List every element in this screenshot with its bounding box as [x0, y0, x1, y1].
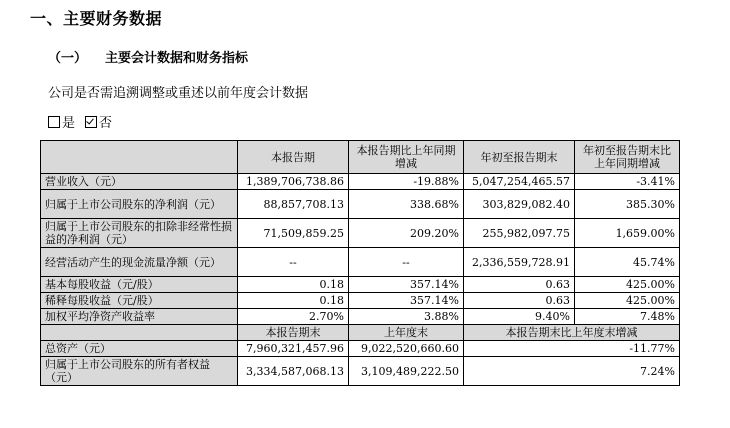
cell-value: 0.18 — [238, 277, 349, 293]
cell-value: 45.74% — [575, 248, 680, 277]
cell-value: 71,509,859.25 — [238, 219, 349, 248]
cell-value: -- — [349, 248, 464, 277]
option-yes-label: 是 — [62, 116, 76, 131]
table-row — [41, 174, 680, 190]
table-row — [41, 219, 680, 248]
subheader-corner — [41, 325, 238, 341]
row-label: 基本每股收益（元/股） — [41, 277, 238, 293]
cell-value: 357.14% — [349, 293, 464, 309]
row-label: 归属于上市公司股东的净利润（元） — [41, 190, 238, 219]
cell-value: 9,022,520,660.60 — [349, 341, 464, 357]
subheader-cell: 本报告期末 — [238, 325, 349, 341]
cell-value: 88,857,708.13 — [238, 190, 349, 219]
cell-value: 2,336,559,728.91 — [464, 248, 575, 277]
row-label: 营业收入（元） — [41, 174, 238, 190]
cell-value: 0.63 — [464, 277, 575, 293]
table-row — [41, 341, 680, 357]
row-label: 加权平均净资产收益率 — [41, 309, 238, 325]
cell-value: 3,334,587,068.13 — [238, 357, 349, 386]
cell-value: 0.18 — [238, 293, 349, 309]
row-label: 归属于上市公司股东的所有者权益（元） — [41, 357, 238, 386]
option-no — [85, 112, 112, 131]
subsection-title — [48, 47, 248, 66]
restatement-question: 公司是否需追溯调整或重述以前年度会计数据 — [48, 86, 309, 101]
header-cell: 年初至报告期末 — [464, 141, 575, 174]
cell-value: 425.00% — [575, 293, 680, 309]
subheader-cell: 本报告期末比上年度末增减 — [464, 325, 680, 341]
cell-value: -- — [238, 248, 349, 277]
header-cell: 本报告期 — [238, 141, 349, 174]
cell-value: -11.77% — [464, 341, 680, 357]
table-header-row — [41, 141, 680, 174]
cell-value: 3,109,489,222.50 — [349, 357, 464, 386]
header-cell: 年初至报告期末比上年同期增减 — [575, 141, 680, 174]
cell-value: 0.63 — [464, 293, 575, 309]
cell-value: 9.40% — [464, 309, 575, 325]
checkbox-yes[interactable] — [48, 116, 60, 128]
table-row — [41, 190, 680, 219]
header-cell: 本报告期比上年同期增减 — [349, 141, 464, 174]
cell-value: 425.00% — [575, 277, 680, 293]
cell-value: 7,960,321,457.96 — [238, 341, 349, 357]
cell-value: 357.14% — [349, 277, 464, 293]
subheader-cell: 上年度末 — [349, 325, 464, 341]
cell-value: 338.68% — [349, 190, 464, 219]
option-yes — [48, 112, 75, 131]
cell-value: 255,982,097.75 — [464, 219, 575, 248]
financial-indicators-table — [40, 140, 680, 386]
cell-value: 209.20% — [349, 219, 464, 248]
cell-value: 7.24% — [464, 357, 680, 386]
table-row — [41, 248, 680, 277]
cell-value: 2.70% — [238, 309, 349, 325]
cell-value: -3.41% — [575, 174, 680, 190]
row-label: 经营活动产生的现金流量净额（元） — [41, 248, 238, 277]
table-row — [41, 293, 680, 309]
restatement-options — [48, 112, 112, 131]
cell-value: 5,047,254,465.57 — [464, 174, 575, 190]
cell-value: -19.88% — [349, 174, 464, 190]
checkbox-no-checked[interactable] — [85, 116, 97, 128]
cell-value: 1,659.00% — [575, 219, 680, 248]
table-row — [41, 309, 680, 325]
section-title: 一、主要财务数据 — [30, 9, 163, 28]
table-row — [41, 357, 680, 386]
table-row — [41, 277, 680, 293]
table-subheader-row — [41, 325, 680, 341]
header-corner — [41, 141, 238, 174]
subsection-number: （一） — [48, 51, 88, 66]
row-label: 稀释每股收益（元/股） — [41, 293, 238, 309]
row-label: 总资产（元） — [41, 341, 238, 357]
row-label: 归属于上市公司股东的扣除非经常性损益的净利润（元） — [41, 219, 238, 248]
cell-value: 1,389,706,738.86 — [238, 174, 349, 190]
subsection-text: 主要会计数据和财务指标 — [105, 51, 249, 66]
cell-value: 3.88% — [349, 309, 464, 325]
cell-value: 385.30% — [575, 190, 680, 219]
option-no-label: 否 — [99, 116, 113, 131]
cell-value: 303,829,082.40 — [464, 190, 575, 219]
cell-value: 7.48% — [575, 309, 680, 325]
